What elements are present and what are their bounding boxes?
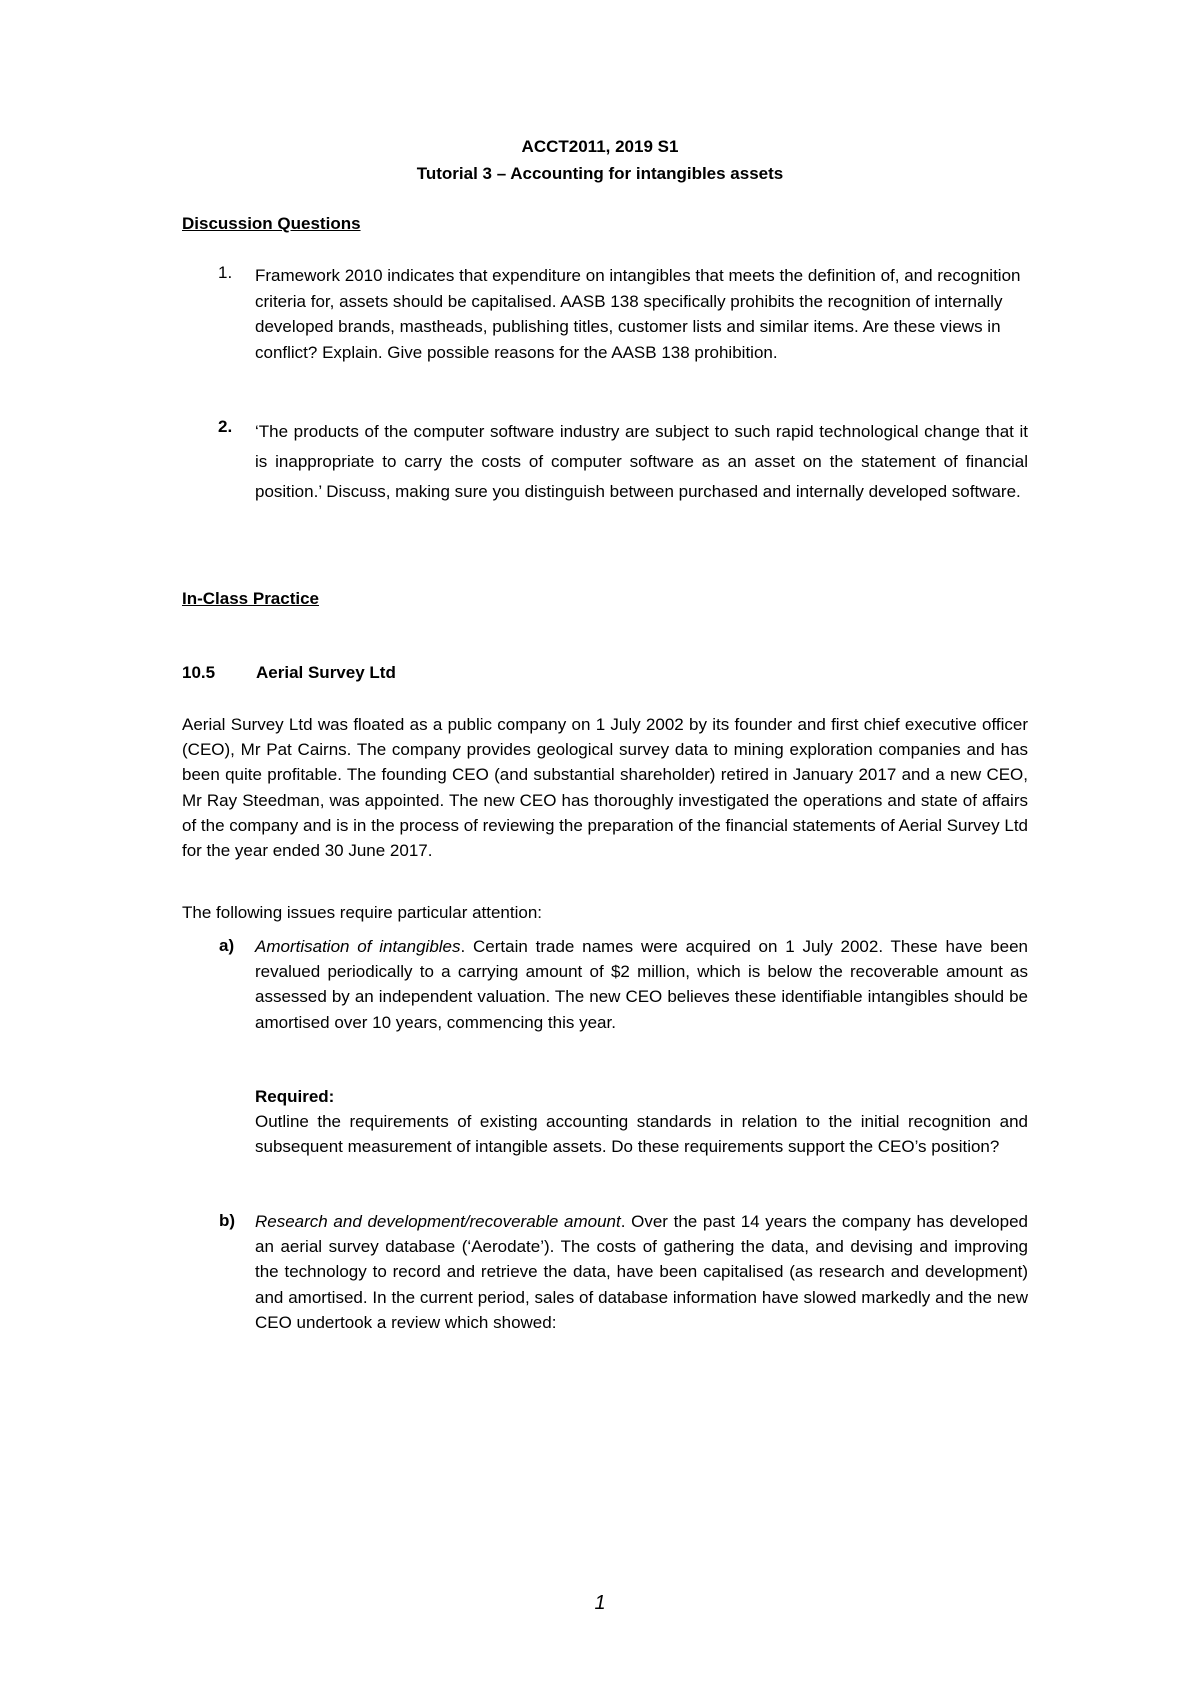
question-2-text: ‘The products of the computer software industry are subject to such rapid technological change that it is inappropriate to carry the costs of computer software as an asset on the statement of financial position.’ Discuss, making sure you distinguish between purchased and internally developed software.	[255, 422, 1028, 501]
item-a-text: . Certain trade names were acquired on 1 July 2002. These have been revalued periodically to a carrying amount of $2 million, which is below the recoverable amount as assessed by an independent valuation. The new CEO believes these identifiable intangibles should be amortised over 10 years, commencing this year.	[255, 937, 1029, 1032]
problem-intro: Aerial Survey Ltd was floated as a public company on 1 July 2002 by its founder and first chief executive officer (CEO), Mr Pat Cairns. The company provides geological survey data to mining exploration companies and has been quite profitable. The founding CEO (and substantial shareholder) retired in January 2017 and a new CEO, Mr Ray Steedman, was appointed. The new CEO has thoroughly investigated the operations and state of affairs of the company and is in the process of reviewing the preparation of the financial statements of Aerial Survey Ltd for the year ended 30 June 2017.	[182, 715, 1028, 861]
item-a-label: a)	[219, 936, 235, 955]
problem-number: 10.5	[182, 663, 216, 682]
course-code: ACCT2011, 2019 S1	[521, 137, 679, 156]
problem-heading	[182, 662, 396, 684]
item-b-label: b)	[219, 1211, 236, 1230]
issues-lead: The following issues require particular attention:	[182, 903, 543, 922]
in-class-heading: In-Class Practice	[182, 589, 320, 608]
page-number: 1	[594, 1592, 606, 1614]
question-2-number: 2.	[218, 417, 233, 436]
item-a-body	[255, 934, 1028, 1035]
item-a-required-text: Outline the requirements of existing accounting standards in relation to the initial recognition and subsequent measurement of intangible assets. Do these requirements support the CEO’s position?	[255, 1112, 1028, 1157]
item-a-required-label: Required:	[255, 1087, 335, 1106]
item-b-italic-lead: Research and development/recoverable amount	[255, 1212, 621, 1231]
item-b-text: . Over the past 14 years the company has developed an aerial survey database (‘Aerodate’). The costs of gathering the data, and devising and improving the technology to record and retrieve the data, have been capitalised (as research and development) and amortised. In the current period, sales of database information have slowed markedly and the new CEO undertook a review which showed:	[255, 1212, 1028, 1332]
item-b-body	[255, 1209, 1028, 1335]
problem-title: Aerial Survey Ltd	[256, 663, 396, 682]
tutorial-title: Tutorial 3 – Accounting for intangibles assets	[416, 164, 784, 183]
item-a-italic-lead: Amortisation of intangibles	[255, 937, 461, 956]
discussion-heading: Discussion Questions	[182, 214, 361, 233]
question-1-number: 1.	[218, 263, 233, 282]
question-1-text: Framework 2010 indicates that expenditure on intangibles that meets the definition of, and recognition criteria for, assets should be capitalised. AASB 138 specifically prohibits the recognition of internally developed brands, mastheads, publishing titles, customer lists and similar items. Are these views in conflict? Explain. Give possible reasons for the AASB 138 prohibition.	[255, 266, 1021, 362]
